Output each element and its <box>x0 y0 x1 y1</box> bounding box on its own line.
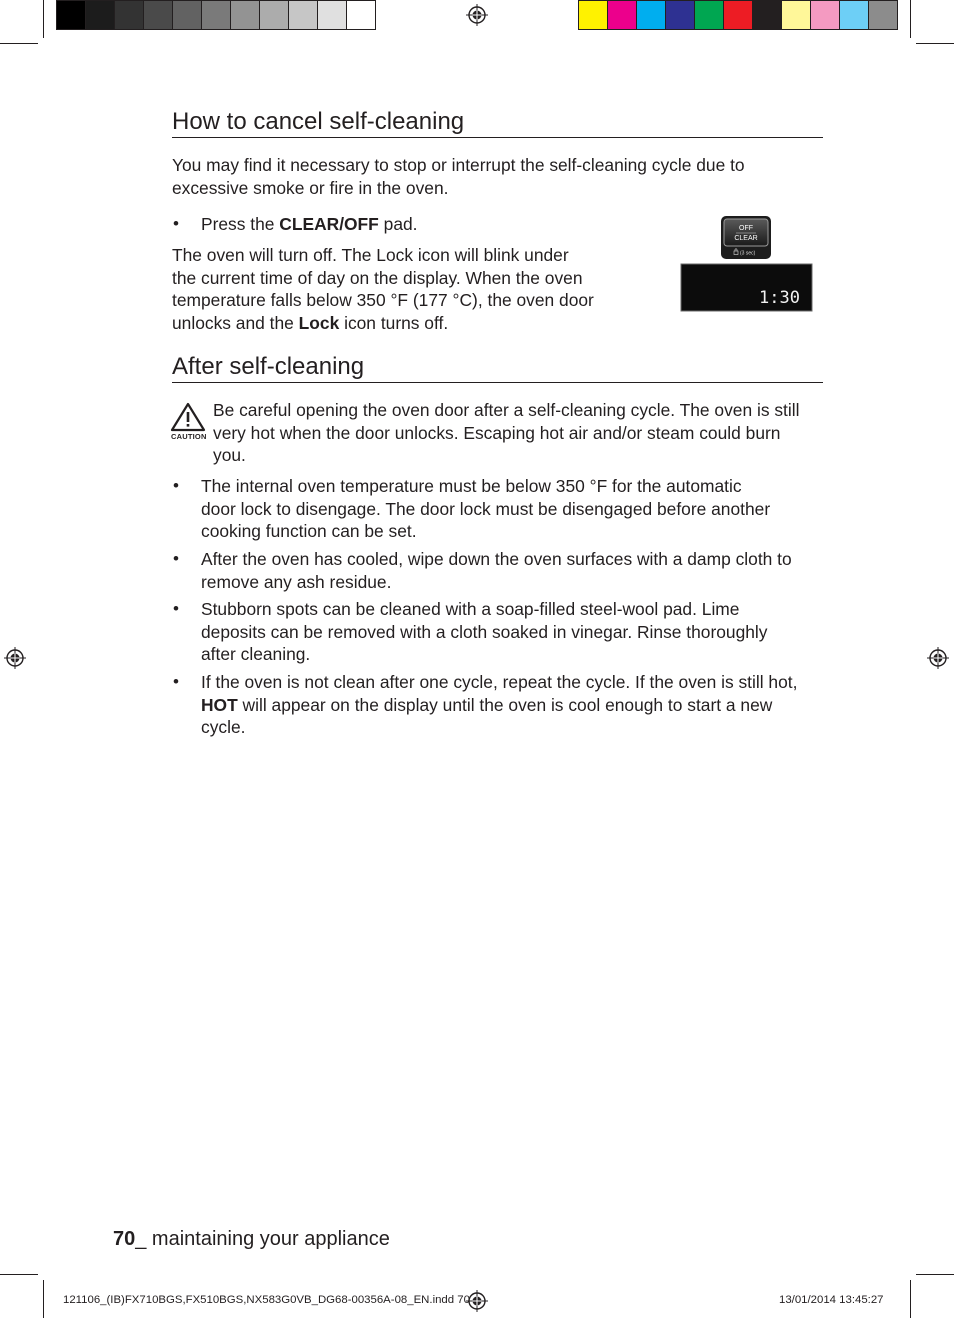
color-swatch <box>636 0 666 30</box>
text-line <box>172 312 632 335</box>
color-swatch <box>230 0 260 30</box>
bullet-press-clear <box>201 213 418 236</box>
crop-mark <box>0 1274 38 1275</box>
bullet-icon: • <box>173 672 179 691</box>
color-swatch <box>317 0 347 30</box>
text-line: remove any ash residue. <box>201 571 392 592</box>
crop-mark <box>910 0 911 38</box>
intro-paragraph <box>172 154 812 199</box>
crop-mark <box>910 1280 911 1318</box>
button-clear-text: CLEAR <box>734 235 758 242</box>
color-swatch <box>752 0 782 30</box>
color-swatch <box>665 0 695 30</box>
text-line: after cleaning. <box>201 644 311 664</box>
color-swatch <box>56 0 86 30</box>
color-swatch <box>810 0 840 30</box>
text-span: icon turns off. <box>339 312 449 333</box>
color-swatch <box>723 0 753 30</box>
text-line: Be careful opening the oven door after a self-cleaning cycle. The oven is still <box>213 400 800 420</box>
footer-section-title: _ maintaining your appliance <box>135 1228 390 1250</box>
text-line: The internal oven temperature must be below 350 °F for the automatic <box>201 476 742 496</box>
print-slug-date: 13/01/2014 13:45:27 <box>779 1294 884 1306</box>
color-swatch <box>868 0 898 30</box>
bullet-icon: • <box>173 599 179 618</box>
color-swatch <box>143 0 173 30</box>
display-time: 1:30 <box>759 288 800 308</box>
gray-color-bar <box>57 0 376 31</box>
registration-mark-icon <box>927 647 949 669</box>
text-line: door lock to disengage. The door lock must be disengaged before another <box>201 498 771 519</box>
crop-mark <box>916 43 954 44</box>
text-line: If the oven is not clean after one cycle, repeat the cycle. If the oven is still hot, <box>201 672 798 692</box>
text-line: The oven will turn off. The Lock icon will blink under <box>172 245 569 265</box>
list-item <box>201 671 831 739</box>
caution-label: CAUTION <box>171 432 207 441</box>
crop-mark <box>43 0 44 38</box>
color-swatch <box>114 0 144 30</box>
text-line: very hot when the door unlocks. Escaping hot air and/or steam could burn <box>213 422 781 443</box>
section-heading-cancel: How to cancel self-cleaning <box>172 108 823 138</box>
text-line: You may find it necessary to stop or interrupt the self-cleaning cycle due to <box>172 155 745 175</box>
clear-off-label: CLEAR/OFF <box>279 214 379 234</box>
color-swatch <box>346 0 376 30</box>
text-line: After the oven has cooled, wipe down the oven surfaces with a damp cloth to <box>201 549 792 569</box>
text-line: you. <box>213 445 246 465</box>
section-heading-after: After self-cleaning <box>172 353 823 383</box>
crop-mark <box>43 1280 44 1318</box>
color-swatch <box>288 0 318 30</box>
text-line: deposits can be removed with a cloth soaked in vinegar. Rinse thoroughly <box>201 621 768 642</box>
page-number: 70 <box>113 1228 136 1250</box>
color-swatch <box>259 0 289 30</box>
color-swatch <box>578 0 608 30</box>
bullet-icon: • <box>173 214 179 233</box>
text-line: cycle. <box>201 717 246 737</box>
button-off-text: OFF <box>739 225 753 232</box>
color-swatch <box>781 0 811 30</box>
bullet-icon: • <box>173 476 179 495</box>
lock-label: Lock <box>298 312 340 333</box>
page-footer <box>113 1226 390 1252</box>
control-panel-illustration <box>680 214 813 312</box>
color-swatch <box>201 0 231 30</box>
text-span: will appear on the display until the oven is cool enough to start a new <box>237 694 773 715</box>
text-line: cooking function can be set. <box>201 521 417 541</box>
print-slug-file: 121106_(IB)FX710BGS,FX510BGS,NX583G0VB_DG68-00356A-08_EN.indd 70 <box>63 1294 470 1306</box>
text-line: temperature falls below 350 °F (177 °C), the oven door <box>172 290 594 310</box>
text-line: the current time of day on the display. When the oven <box>172 267 583 288</box>
registration-mark-icon <box>466 4 488 26</box>
color-swatch <box>694 0 724 30</box>
color-swatch <box>85 0 115 30</box>
list-item <box>201 598 831 666</box>
bullet-icon: • <box>173 549 179 568</box>
text-span: Press the <box>201 214 280 234</box>
registration-mark-icon <box>4 647 26 669</box>
text-span: pad. <box>378 214 418 234</box>
crop-mark <box>0 43 38 44</box>
color-swatch <box>172 0 202 30</box>
list-item <box>201 475 831 543</box>
list-item <box>201 548 831 593</box>
process-color-bar <box>579 0 898 31</box>
color-swatch <box>839 0 869 30</box>
color-swatch <box>607 0 637 30</box>
text-line: Stubborn spots can be cleaned with a soap-filled steel-wool pad. Lime <box>201 599 740 619</box>
text-line: excessive smoke or fire in the oven. <box>172 177 449 198</box>
turn-off-paragraph <box>172 244 632 334</box>
text-span: unlocks and the <box>172 312 299 333</box>
hold-seconds-text: (3 sec) <box>740 250 756 257</box>
text-line <box>201 694 831 717</box>
caution-paragraph <box>213 399 833 467</box>
crop-mark <box>916 1274 954 1275</box>
hot-label: HOT <box>201 694 238 715</box>
